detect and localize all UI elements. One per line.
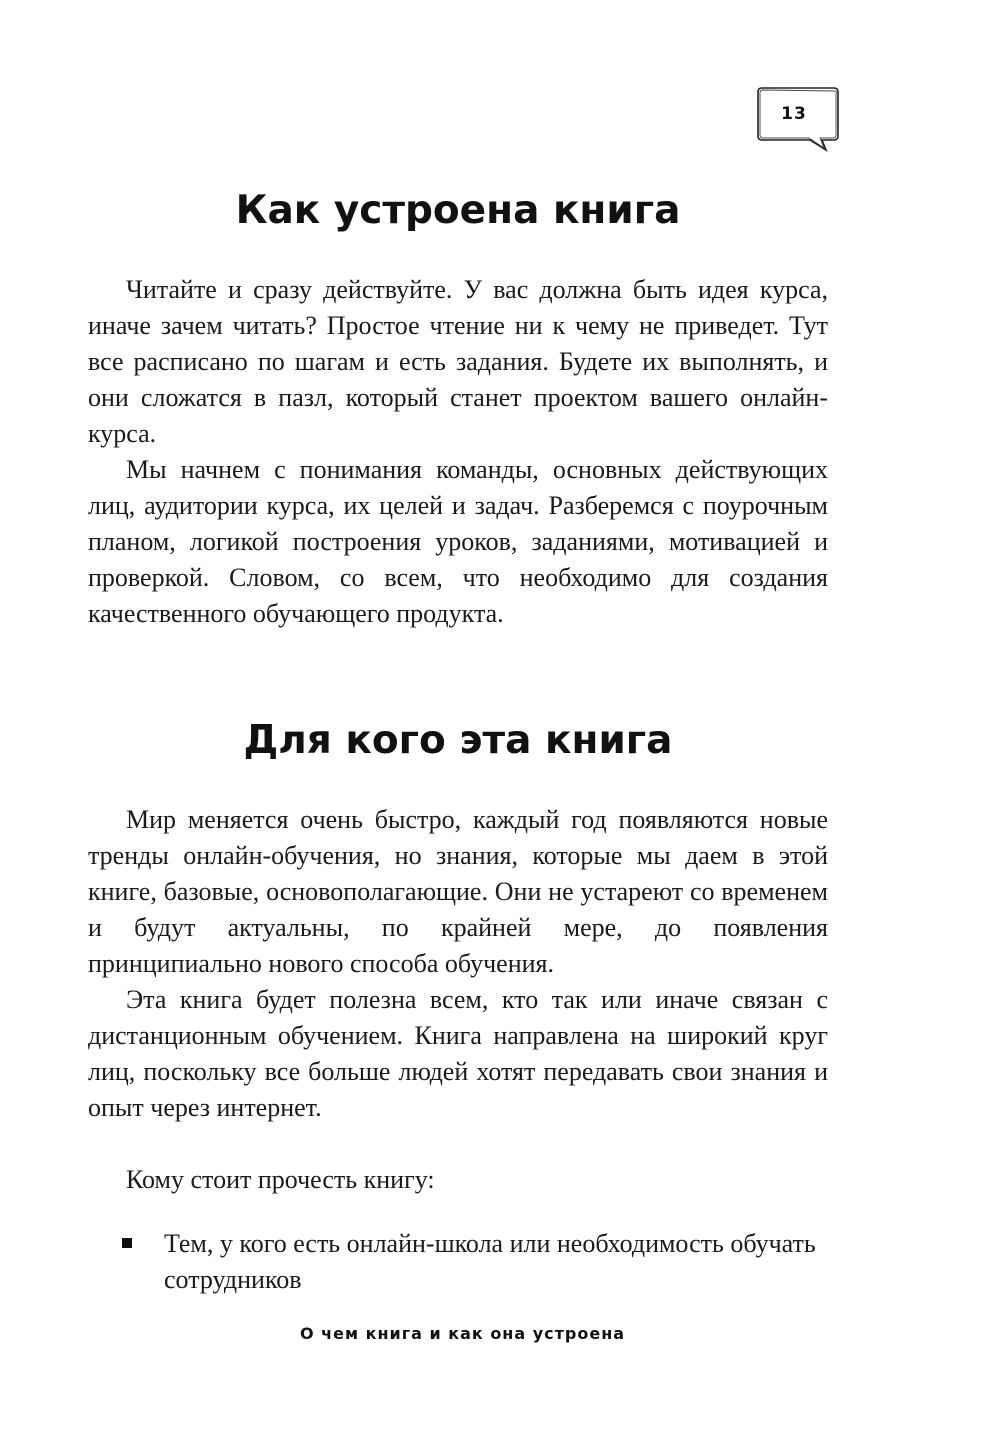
paragraph: Кому стоит прочесть книгу: <box>126 1165 435 1194</box>
square-bullet-icon <box>122 1238 132 1248</box>
page-number: 13 <box>781 104 807 124</box>
page-number-badge <box>754 84 840 156</box>
paragraph: Читайте и сразу действуйте. У вас должна быть идея курса, иначе зачем читать? Простое чтение ни к чему не приведет. Тут все расписано по шагам и есть задания. Будете их выполнять, и они сложатся в пазл, который станет проектом вашего онлайн-курса. <box>88 275 828 448</box>
list-item-text: Тем, у кого есть онлайн-школа или необходимость обучать сотрудников <box>164 1229 816 1294</box>
section-heading: Для кого эта книга <box>243 718 673 763</box>
paragraph: Мы начнем с понимания команды, основных действующих лиц, аудитории курса, их целей и задач. Разберемся с поурочным планом, логикой построения уроков, заданиями, мотивацией и проверкой. Словом, со всем, что необходимо для создания качественного обучающего продукта. <box>88 455 828 628</box>
paragraph: Эта книга будет полезна всем, кто так или иначе связан с дистанционным обучением. Книга направлена на широкий круг лиц, поскольку все больше людей хотят передавать свои знания и опыт через интернет. <box>88 985 828 1122</box>
running-footer: О чем книга и как она устроена <box>299 1324 626 1343</box>
paragraph: Мир меняется очень быстро, каждый год появляются новые тренды онлайн-обучения, но знания, которые мы даем в этой книге, базовые, основополагающие. Они не устареют со временем и будут актуальны, по крайней мере, до появления принципиально нового способа обучения. <box>88 805 828 978</box>
section-heading: Как устроена книга <box>235 188 681 233</box>
